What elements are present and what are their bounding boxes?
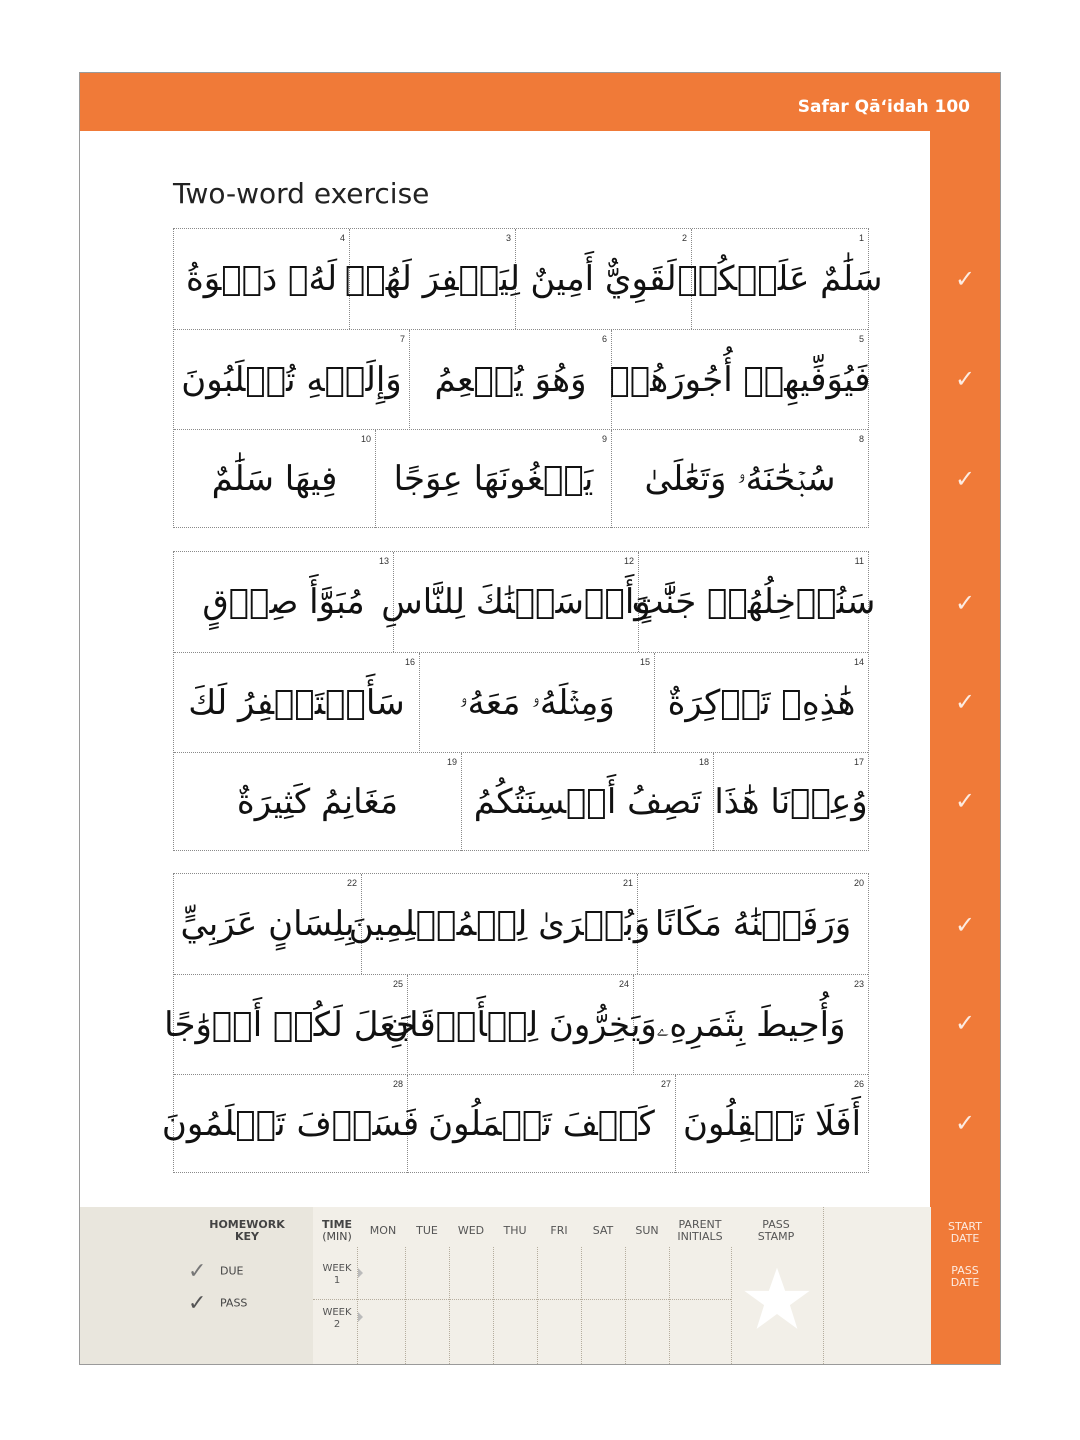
exercise-cell (174, 330, 410, 430)
cell-number: 11 (854, 556, 864, 566)
cell-number: 25 (392, 979, 403, 989)
cell-number: 16 (404, 657, 415, 667)
check-icon: ✓ (954, 589, 976, 617)
exercise-section-2 (173, 551, 876, 851)
check-icon: ✓ (954, 1109, 976, 1137)
arabic-phrase: فَيُوَفِّيهِمۡ أُجُورَهُمۡ (609, 360, 871, 400)
exercise-cell (634, 975, 868, 1075)
progress-strip (930, 131, 1000, 1365)
cell-number: 20 (853, 878, 864, 888)
pass-date-label: PASS DATE (950, 1264, 980, 1289)
day-thu: THU (503, 1224, 527, 1237)
grid-line (823, 1207, 824, 1364)
cell-number: 28 (392, 1079, 403, 1089)
arabic-phrase: مُبَوَّأَ صِدۡقٍ (202, 582, 365, 622)
cell-number: 2 (681, 233, 687, 243)
cell-number: 10 (360, 434, 371, 444)
cell-number: 21 (622, 878, 633, 888)
exercise-cell (344, 229, 521, 329)
cell-number: 27 (660, 1079, 671, 1089)
grid-line (537, 1247, 538, 1364)
exercise-cell (174, 229, 350, 329)
cell-number: 19 (446, 757, 457, 767)
cell-number: 18 (698, 757, 709, 767)
arabic-phrase: كَيۡفَ تَعۡمَلُونَ (428, 1104, 655, 1144)
arabic-phrase: وُعِدۡنَا هَٰذَا (714, 782, 868, 822)
homework-tracker (80, 1207, 931, 1364)
exercise-row (174, 652, 868, 753)
exercise-cell (612, 430, 868, 528)
exercise-row (174, 874, 868, 974)
exercise-cell (462, 753, 714, 851)
due-check-icon: ✓ (188, 1259, 207, 1284)
day-mon: MON (369, 1224, 397, 1237)
week-1-label: WEEK 1 (322, 1263, 352, 1286)
cell-number: 13 (378, 556, 389, 566)
exercise-cell (676, 1075, 868, 1173)
grid-line (405, 1247, 406, 1364)
key-due: ✓ DUE (188, 1259, 244, 1284)
arabic-phrase: وَمِثۡلَهُۥ مَعَهُۥ (459, 683, 615, 723)
header-bar (80, 73, 1000, 131)
grid-line (493, 1247, 494, 1364)
cell-number: 1 (858, 233, 864, 243)
cell-number: 5 (858, 334, 864, 344)
star-icon (743, 1265, 811, 1333)
exercise-cell (174, 653, 420, 753)
exercise-cell (677, 229, 883, 329)
cell-number: 26 (853, 1079, 864, 1089)
check-icon: ✓ (954, 465, 976, 493)
check-icon: ✓ (954, 688, 976, 716)
grid-line (625, 1247, 626, 1364)
arabic-phrase: وَبُشۡرَىٰ لِلۡمُسۡلِمِينَ (348, 904, 651, 944)
check-icon: ✓ (954, 787, 976, 815)
arabic-phrase: يَبۡغُونَهَا عِوَجًا (393, 459, 594, 499)
arabic-phrase: وَأَرۡسَلۡنَٰكَ لِلنَّاسِ (381, 582, 651, 622)
exercise-row (174, 752, 868, 851)
cell-number: 7 (399, 334, 405, 344)
exercise-cell (631, 552, 876, 652)
cell-number: 23 (853, 979, 864, 989)
arabic-phrase: وَيَخِرُّونَ لِلۡأَذۡقَانِ (384, 1005, 657, 1045)
grid-line (731, 1247, 732, 1364)
exercise-cell (655, 653, 868, 753)
cell-number: 14 (853, 657, 864, 667)
arabic-phrase: فِيهَا سَلَٰمٌ (211, 459, 338, 499)
cell-number: 6 (601, 334, 607, 344)
pass-stamp-header: PASS STAMP (757, 1218, 795, 1243)
arabic-phrase: وَإِلَيۡهِ تُقۡلَبُونَ (181, 360, 402, 400)
exercise-section-3 (161, 873, 869, 1173)
key-pass: ✓ PASS (188, 1291, 248, 1316)
check-icon: ✓ (954, 1009, 976, 1037)
arabic-phrase: مَغَانِمُ كَثِيرَةٌ (236, 782, 399, 822)
exercise-row (161, 1074, 868, 1173)
day-tue: TUE (416, 1224, 438, 1237)
grid-line (581, 1247, 582, 1364)
arabic-phrase: لَهُۥ دَعۡوَةُ (185, 259, 338, 299)
time-header: TIME (MIN) (321, 1218, 353, 1243)
exercise-heading: Two-word exercise (173, 177, 430, 210)
exercise-row (174, 229, 883, 329)
arabic-phrase: سُبۡحَٰنَهُۥ وَتَعَٰلَىٰ (644, 459, 836, 499)
arabic-phrase: وَرَفَعۡنَٰهُ مَكَانًا (654, 904, 852, 944)
cell-number: 8 (858, 434, 864, 444)
check-icon: ✓ (954, 365, 976, 393)
week-2-label: WEEK 2 (322, 1307, 352, 1330)
grid-line (449, 1247, 450, 1364)
cell-number: 17 (853, 757, 864, 767)
grid-line (357, 1247, 358, 1364)
pass-check-icon: ✓ (188, 1291, 207, 1316)
cell-number: 22 (346, 878, 357, 888)
arabic-phrase: بِلِسَانٍ عَرَبِيٍّ (180, 904, 355, 944)
exercise-row (174, 429, 868, 528)
parent-initials-header: PARENT INITIALS (677, 1218, 723, 1243)
exercise-row (174, 552, 876, 652)
grid-line (313, 1299, 731, 1300)
check-icon: ✓ (954, 265, 976, 293)
cell-number: 24 (618, 979, 629, 989)
workbook-page (79, 72, 1001, 1365)
exercise-cell (408, 1075, 676, 1173)
arabic-phrase: جَعَلَ لَكُمۡ أَزۡوَٰجًا (164, 1005, 417, 1045)
cell-number: 4 (339, 233, 345, 243)
exercise-cell (410, 330, 612, 430)
day-sun: SUN (635, 1224, 659, 1237)
attendance-grid (313, 1207, 931, 1364)
day-sat: SAT (592, 1224, 614, 1237)
arabic-phrase: فَسَوۡفَ تَعۡلَمُونَ (161, 1104, 420, 1144)
exercise-row (174, 329, 871, 430)
exercise-cell (174, 430, 376, 528)
day-wed: WED (457, 1224, 485, 1237)
arabic-phrase: لَقَوِيٌّ أَمِينٌ (530, 259, 677, 299)
exercise-cell (714, 753, 868, 851)
homework-key-title: HOMEWORK KEY (209, 1218, 285, 1243)
exercise-cell (420, 653, 655, 753)
arabic-phrase: سَأَسۡتَغۡفِرُ لَكَ (188, 683, 405, 723)
arabic-phrase: سَنُدۡخِلُهُمۡ جَنَّٰتٍ (631, 582, 876, 622)
exercise-cell (516, 229, 692, 329)
exercise-cell (174, 753, 462, 851)
start-date-label: START DATE (948, 1220, 982, 1245)
arabic-phrase: تَصِفُ أَلۡسِنَتُكُمُ (473, 782, 702, 822)
exercise-cell (174, 874, 362, 974)
arabic-phrase: وَأُحِيطَ بِثَمَرِهِۦ (656, 1005, 846, 1045)
cell-number: 3 (505, 233, 511, 243)
arabic-phrase: وَهُوَ يُطۡعِمُ (434, 360, 587, 400)
cell-number: 12 (623, 556, 634, 566)
exercise-cell (638, 874, 868, 974)
arabic-phrase: أَفَلَا تَعۡقِلُونَ (682, 1104, 862, 1144)
exercise-cell (376, 430, 612, 528)
exercise-cell (609, 330, 871, 430)
grid-line (669, 1247, 670, 1364)
exercise-cell (174, 552, 394, 652)
week-1-arrow-icon (358, 1268, 363, 1278)
day-fri: FRI (550, 1224, 568, 1237)
check-icon: ✓ (954, 911, 976, 939)
exercise-cell (164, 975, 417, 1075)
exercise-row (164, 974, 868, 1075)
exercise-section-1 (173, 228, 883, 528)
arabic-phrase: سَلَٰمٌ عَلَيۡكُمۡ (677, 259, 883, 299)
arabic-phrase: لِيَغۡفِرَ لَهُمۡ (344, 259, 521, 299)
arabic-phrase: هَٰذِهِۦ تَذۡكِرَةٌ (667, 683, 856, 723)
cell-number: 15 (639, 657, 650, 667)
exercise-cell (161, 1075, 420, 1173)
week-2-arrow-icon (358, 1312, 363, 1322)
book-title: Safar Qāʻidah 100 (797, 97, 970, 117)
cell-number: 9 (601, 434, 607, 444)
